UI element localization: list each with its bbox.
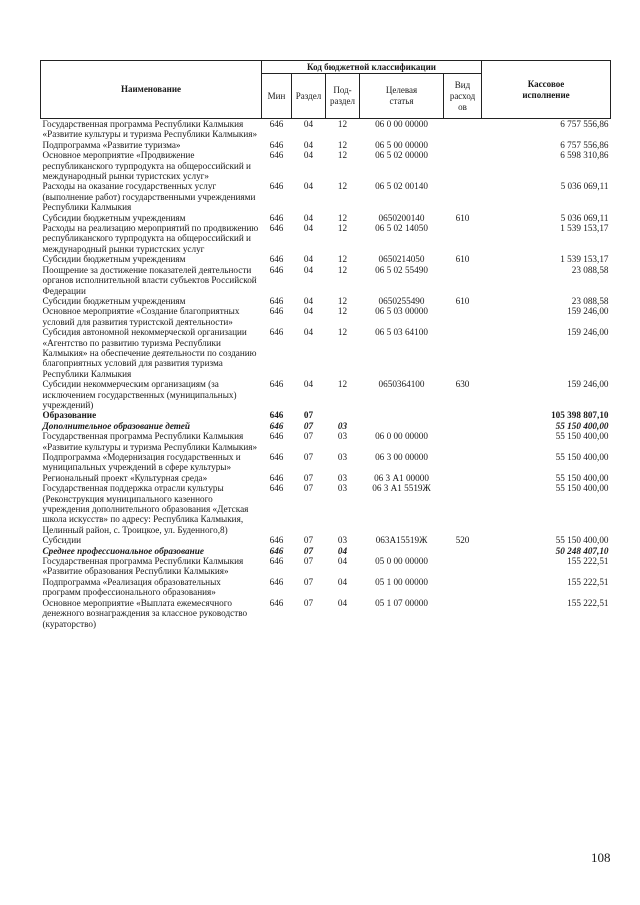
row-podrazdel: 12	[337, 254, 348, 265]
row-podrazdel: 12	[337, 379, 348, 390]
row-amount: 50 248 407,10	[555, 545, 609, 556]
row-podrazdel: 12	[337, 150, 348, 161]
row-min: 646	[269, 306, 284, 317]
row-statya: 05 1 07 00000	[375, 597, 428, 608]
row-statya: 0650364100	[378, 379, 425, 390]
row-min: 646	[269, 576, 284, 587]
row-min: 646	[269, 420, 284, 431]
row-amount: 6 598 310,86	[560, 150, 609, 161]
table-row	[41, 306, 611, 327]
budget-table-container	[40, 60, 610, 629]
row-min: 646	[269, 139, 284, 150]
row-name: Образование	[42, 410, 97, 421]
table-row	[41, 119, 611, 140]
row-name: Среднее профессиональное образование	[42, 545, 204, 556]
row-razdel: 07	[303, 535, 314, 546]
header-podrazdel: Под- раздел	[326, 74, 360, 119]
row-vid: 610	[455, 254, 470, 265]
table-row	[41, 410, 611, 420]
row-name: Основное мероприятие «Создание благоприятных условий для развития туристской деятельности»	[42, 306, 240, 327]
row-min: 646	[269, 483, 284, 494]
table-row	[41, 140, 611, 150]
row-podrazdel: 12	[337, 181, 348, 192]
row-vid	[444, 265, 482, 296]
row-name: Государственная поддержка отрасли культуры (Реконструкция муниципального казенного учреждения дополнительного образования «Детская школа искусств» по адресу: Республика Калмыкия, Целинный район, с. Троицкое, ул. Буденного,8)	[42, 483, 249, 535]
row-statya: 06 0 00 00000	[375, 431, 428, 442]
row-podrazdel: 04	[337, 556, 348, 567]
row-podrazdel	[326, 410, 360, 420]
table-header	[41, 61, 611, 119]
row-podrazdel: 12	[337, 139, 348, 150]
header-statya: Целевая статья	[360, 74, 444, 119]
table-row	[41, 213, 611, 223]
row-razdel: 04	[303, 254, 314, 265]
row-razdel: 07	[303, 452, 314, 462]
row-amount: 6 757 556,86	[560, 139, 609, 150]
row-vid: 630	[455, 379, 470, 390]
row-podrazdel: 03	[337, 535, 348, 546]
row-vid	[444, 598, 482, 629]
row-vid	[444, 223, 482, 254]
row-amount: 5 036 069,11	[560, 181, 609, 192]
row-podrazdel: 12	[337, 212, 348, 223]
row-podrazdel: 03	[337, 483, 348, 494]
table-row	[41, 254, 611, 264]
row-name: Субсидии	[42, 535, 82, 546]
row-name: Расходы на реализацию мероприятий по продвижению республиканского турпродукта на общероссийский и международный рынки туристских услуг	[42, 223, 259, 254]
row-amount: 55 150 400,00	[555, 420, 609, 431]
row-razdel: 04	[303, 223, 314, 234]
row-vid: 520	[455, 535, 470, 546]
row-min: 646	[269, 327, 284, 338]
row-name: Субсидии бюджетным учреждениям	[42, 212, 186, 223]
row-statya: 0650255490	[378, 295, 425, 306]
row-name: Субсидии бюджетным учреждениям	[42, 295, 186, 306]
row-razdel: 07	[303, 420, 314, 431]
row-statya	[360, 410, 444, 420]
row-podrazdel: 12	[337, 223, 348, 234]
row-name: Основное мероприятие «Выплата ежемесячного денежного вознаграждения за классное руководство (кураторство)	[42, 597, 248, 629]
row-vid	[444, 119, 482, 140]
row-statya: 06 5 03 64100	[375, 327, 428, 338]
row-vid	[444, 452, 482, 473]
row-min: 646	[269, 264, 284, 275]
row-podrazdel: 12	[337, 264, 348, 275]
row-amount: 55 150 400,00	[555, 431, 609, 442]
row-razdel: 04	[303, 295, 314, 306]
row-amount: 1 539 153,17	[560, 223, 609, 234]
row-razdel: 04	[303, 181, 314, 192]
budget-table	[40, 60, 611, 629]
row-podrazdel: 03	[337, 420, 348, 431]
row-name: Расходы на оказание государственных услуг (выполнение работ) государственными учреждениями Республики Калмыкия	[42, 181, 256, 213]
row-vid: 610	[455, 212, 470, 223]
row-vid	[444, 150, 482, 181]
row-min: 646	[269, 545, 284, 556]
page-number: 108	[591, 850, 611, 865]
row-amount: 55 150 400,00	[555, 483, 609, 494]
row-statya: 0650200140	[378, 212, 425, 223]
table-row	[41, 483, 611, 535]
row-vid	[444, 327, 482, 379]
row-amount: 159 246,00	[567, 327, 609, 338]
row-razdel: 07	[303, 431, 314, 442]
header-min: Мин	[262, 74, 292, 119]
row-amount: 5 036 069,11	[560, 212, 609, 223]
row-razdel: 04	[303, 212, 314, 223]
header-classification-group: Код бюджетной классификации	[262, 61, 482, 74]
row-statya: 05 0 00 00000	[375, 556, 428, 567]
row-statya: 06 3 00 00000	[375, 452, 428, 462]
row-name: Поощрение за достижение показателей деятельности органов исполнительной власти субъектов Российской Федерации	[42, 264, 257, 296]
header-name: Наименование	[41, 61, 262, 119]
row-statya: 06 5 02 00140	[375, 181, 428, 192]
row-amount: 55 150 400,00	[555, 452, 609, 462]
row-min: 646	[269, 254, 284, 265]
row-razdel: 07	[303, 545, 314, 556]
row-amount: 155 222,51	[567, 556, 609, 567]
row-razdel: 04	[303, 306, 314, 317]
row-statya: 06 5 00 00000	[375, 139, 428, 150]
row-name: Государственная программа Республики Калмыкия «Развитие культуры и туризма Республики Калмыкия»	[42, 119, 258, 140]
row-podrazdel: 12	[337, 119, 348, 129]
row-razdel: 04	[303, 150, 314, 161]
table-body	[41, 119, 611, 629]
table-row	[41, 379, 611, 410]
row-amount: 6 757 556,86	[560, 119, 609, 129]
row-min: 646	[269, 452, 284, 462]
row-statya: 06 3 А1 5519Ж	[372, 483, 431, 494]
row-min: 646	[269, 597, 284, 608]
row-statya: 05 1 00 00000	[375, 576, 428, 587]
row-razdel: 04	[303, 139, 314, 150]
row-amount: 23 088,58	[571, 264, 609, 275]
row-amount: 155 222,51	[567, 597, 609, 608]
row-name: Подпрограмма «Развитие туризма»	[42, 139, 181, 150]
row-statya: 06 5 02 14050	[375, 223, 428, 234]
row-name: Субсидии некоммерческим организациям (за исключением государственных (муниципальных) учреждений)	[42, 379, 237, 410]
row-name: Государственная программа Республики Калмыкия «Развитие культуры и туризма Республики Калмыкия»	[42, 431, 258, 452]
row-min: 646	[269, 119, 284, 129]
table-row	[41, 296, 611, 306]
row-vid	[444, 140, 482, 150]
row-vid	[444, 431, 482, 452]
row-min: 646	[269, 472, 284, 483]
table-row	[41, 473, 611, 483]
table-row	[41, 577, 611, 598]
row-name: Региональный проект «Культурная среда»	[42, 472, 208, 483]
row-amount: 155 222,51	[567, 576, 609, 587]
row-vid	[444, 410, 482, 420]
header-razdel: Раздел	[292, 74, 326, 119]
table-row	[41, 598, 611, 629]
row-min: 646	[269, 150, 284, 161]
row-vid: 610	[455, 295, 470, 306]
row-statya	[360, 546, 444, 556]
row-name: Дополнительное образование детей	[42, 420, 190, 431]
table-row	[41, 431, 611, 452]
row-min: 646	[269, 535, 284, 546]
table-row	[41, 546, 611, 556]
row-podrazdel: 03	[337, 452, 348, 462]
table-row	[41, 421, 611, 431]
row-vid	[444, 546, 482, 556]
row-min: 646	[269, 181, 284, 192]
row-statya: 06 5 03 00000	[375, 306, 428, 317]
row-statya: 06 3 А1 00000	[374, 472, 429, 483]
row-min: 646	[269, 223, 284, 234]
row-statya: 06 0 00 00000	[375, 119, 428, 129]
row-min: 646	[269, 556, 284, 567]
row-vid	[444, 556, 482, 577]
row-name: Основное мероприятие «Продвижение республиканского турпродукта на общероссийский и международный рынки туристских услуг»	[42, 150, 251, 182]
row-razdel: 04	[303, 379, 314, 390]
row-name: Субсидии бюджетным учреждениям	[42, 254, 186, 265]
row-podrazdel: 03	[337, 472, 348, 483]
row-min: 646	[269, 379, 284, 390]
row-podrazdel: 04	[337, 597, 348, 608]
row-razdel: 07	[303, 472, 314, 483]
row-min: 646	[269, 212, 284, 223]
row-vid	[444, 421, 482, 431]
row-name: Субсидия автономной некоммерческой организации «Агентство по развитию туризма Республики Калмыкия» на обеспечение деятельности по созданию благоприятных условий для развития туризма Республики Калмыкия	[42, 327, 257, 379]
table-row	[41, 556, 611, 577]
row-min: 646	[269, 295, 284, 306]
row-podrazdel: 12	[337, 306, 348, 317]
row-amount: 55 150 400,00	[555, 472, 609, 483]
header-vid: Вид расход ов	[444, 74, 482, 119]
table-row	[41, 265, 611, 296]
row-amount: 105 398 807,10	[551, 410, 609, 421]
row-razdel: 07	[303, 556, 314, 567]
row-min: 646	[269, 431, 284, 442]
row-min: 646	[269, 410, 284, 421]
row-amount: 159 246,00	[567, 306, 609, 317]
row-name: Подпрограмма «Модернизация государственных и муниципальных учреждений в сфере культуры»	[42, 452, 241, 473]
row-amount: 55 150 400,00	[555, 535, 609, 546]
row-razdel: 07	[303, 576, 314, 587]
row-podrazdel: 04	[337, 545, 348, 556]
row-podrazdel: 12	[337, 295, 348, 306]
row-razdel: 04	[303, 327, 314, 338]
row-name: Подпрограмма «Реализация образовательных программ профессионального образования»	[42, 576, 221, 598]
row-vid	[444, 483, 482, 535]
row-podrazdel: 03	[337, 431, 348, 442]
row-amount: 1 539 153,17	[560, 254, 609, 265]
row-podrazdel: 04	[337, 576, 348, 587]
row-amount: 159 246,00	[567, 379, 609, 390]
table-row	[41, 535, 611, 545]
row-statya: 06 5 02 55490	[375, 264, 428, 275]
row-vid	[444, 577, 482, 598]
row-vid	[444, 306, 482, 327]
row-podrazdel: 12	[337, 327, 348, 338]
row-razdel: 04	[303, 119, 314, 129]
table-row	[41, 181, 611, 212]
table-row	[41, 452, 611, 473]
row-statya: 063А15519Ж	[375, 535, 428, 546]
header-amount: Кассовое исполнение	[482, 61, 611, 119]
table-row	[41, 223, 611, 254]
row-vid	[444, 181, 482, 212]
row-statya	[360, 421, 444, 431]
row-name: Государственная программа Республики Калмыкия «Развитие образования Республики Калмыкия»	[42, 556, 244, 577]
table-row	[41, 150, 611, 181]
row-statya: 06 5 02 00000	[375, 150, 428, 161]
table-row	[41, 327, 611, 379]
row-vid	[444, 473, 482, 483]
row-razdel: 07	[303, 597, 314, 608]
row-statya: 0650214050	[378, 254, 425, 265]
row-razdel: 04	[303, 264, 314, 275]
row-amount: 23 088,58	[571, 295, 609, 306]
row-razdel: 07	[303, 410, 314, 421]
row-razdel: 07	[303, 483, 314, 494]
